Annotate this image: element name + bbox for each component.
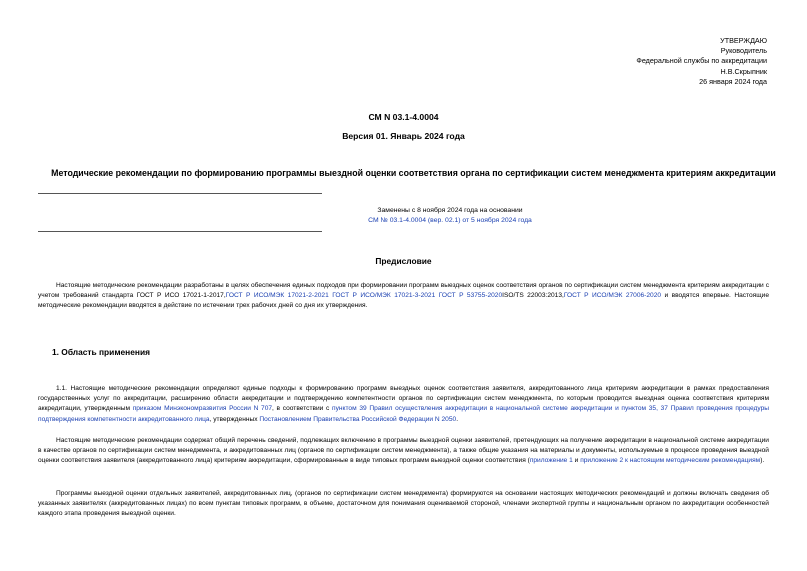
approval-organization: Федеральной службы по аккредитации — [636, 56, 767, 66]
section-1-heading: 1. Область применения — [52, 347, 150, 357]
link-order-707[interactable]: приказом Минэкономразвития России N 707 — [132, 405, 273, 413]
section-1-paragraph-2 — [38, 436, 769, 467]
p1-text-1: 1.1. Настоящие методические рекомендации определяют единые подходы к формированию программ выездных оценок соответствия заявителя, аккредитованного лица критериям аккредитации в рамках предоставления государственных услуг по аккредитации, расширению области аккредитации и подтверждению компетентности органов по сертификации систем менеджмента, по которым проводится выездная оценка соответствия критериям аккредитации, утвержденным — [38, 385, 769, 413]
link-appendix-1[interactable]: приложение 1 — [529, 457, 573, 465]
document-version: Версия 01. Январь 2024 года — [342, 131, 465, 141]
preface-heading: Предисловие — [375, 256, 432, 266]
replacement-link[interactable]: СМ № 03.1-4.0004 (вер. 02.1) от 5 ноября 2024 года — [368, 217, 532, 224]
preface-text-1: Настоящие методические рекомендации разработаны в целях обеспечения единых подходов при формировании программ выездных оценок соответствия органов по сертификации систем менеджмента критериям аккредитации с учетом требований стандарта ГОСТ Р ИСО 17021-1-2017, — [38, 282, 769, 300]
link-gost-17021-2[interactable]: ГОСТ Р ИСО/МЭК 17021-2-2021 — [225, 292, 329, 300]
link-resolution-2050[interactable]: Постановлением Правительства Российской Федерации N 2050 — [259, 415, 457, 423]
approval-label: УТВЕРЖДАЮ — [720, 36, 767, 45]
replacement-note — [250, 206, 650, 226]
divider-top — [38, 193, 322, 194]
section-1-paragraph-1 — [38, 384, 769, 425]
preface-text-3: и вводятся впервые. Настоящие методические рекомендации вводятся в действие по истечении трех рабочих дней со дня их утверждения. — [38, 292, 770, 310]
link-gost-17021-3[interactable]: ГОСТ Р ИСО/МЭК 17021-3-2021 — [332, 292, 436, 300]
p1-text-2: , в соответствии с — [272, 405, 333, 413]
link-appendix-2[interactable]: приложение 2 к настоящим методическим рекомендациям — [580, 457, 761, 465]
approval-date: 26 января 2024 года — [699, 76, 767, 86]
preface-text-2: ISO/TS 22003:2013, — [502, 292, 564, 300]
link-rules-points[interactable]: пунктом 39 Правил осуществления аккредитации в национальной системе аккредитации и пунктом 35, 37 Правил проведения процедуры подтверждения компетентности аккредитованного лица — [38, 405, 769, 423]
link-gost-53755[interactable]: ГОСТ Р 53755-2020 — [438, 292, 503, 300]
replacement-text: Заменены с 8 ноября 2024 года на основании — [377, 207, 523, 214]
p1-text-3: , утвержденных — [209, 415, 260, 423]
p2-text-3: ). — [760, 457, 765, 465]
section-1-paragraph-3: Программы выездной оценки отдельных заявителей, аккредитованных лиц, (органов по сертификации систем менеджмента) формируются на основании настоящих методических рекомендаций и должны включать сведения об указанных заявителях (аккредитованных лицах) по всем пунктам типовых программ, в объеме, достаточном для понимания оцениваемой стороной, членами экспертной группы и национальным органом по аккредитации особенностей каждого этапа проведения выездной оценки. — [38, 490, 769, 518]
p2-text-1: Настоящие методические рекомендации содержат общий перечень сведений, подлежащих включению в программы выездной оценки заявителей, претендующих на получение аккредитации в национальной системе аккредитации в качестве органов по сертификации систем менеджмента, и аккредитованных лиц (органов по сертификации систем менеджмента), а также общие указания на материалы и документы, используемые в процессе проведения выездной оценки соответствия заявителя (аккредитованного лица) критериям аккредитации, сформированные в виде типовых программ выездной оценки соответствия ( — [38, 437, 769, 465]
approval-position: Руководитель — [720, 46, 767, 56]
p1-text-4: . — [456, 415, 459, 423]
preface-paragraph — [38, 281, 769, 312]
link-gost-27006[interactable]: ГОСТ Р ИСО/МЭК 27006-2020 — [563, 292, 662, 300]
document-number: СМ N 03.1-4.0004 — [368, 112, 439, 122]
document-title: Методические рекомендации по формированию программы выездной оценки соответствия органа по сертификации систем менеджмента критериям аккредитации — [51, 168, 776, 178]
approval-signer: Н.В.Скрыпник — [720, 66, 767, 76]
p2-text-2: и — [572, 457, 581, 465]
divider-bottom — [38, 231, 322, 232]
approval-block — [636, 36, 767, 87]
